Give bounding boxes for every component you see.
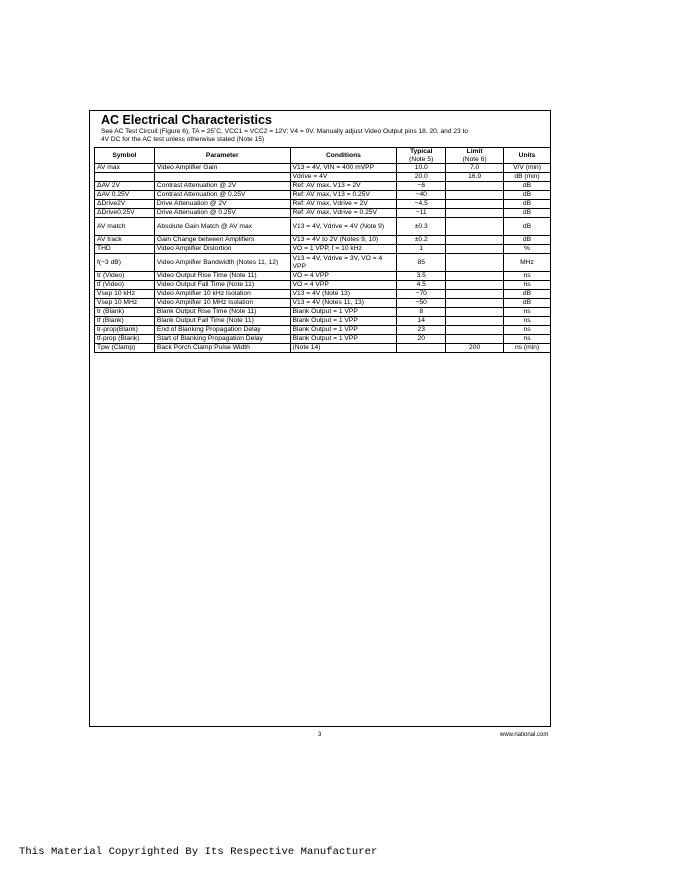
cell-typical: 1 [397,245,446,254]
cell-conditions: Ref: AV max, Vdrive = 2V [290,200,397,209]
cell-conditions: V13 = 4V (Note 13) [290,290,397,299]
cell-conditions: Blank Output = 1 VPP [290,317,397,326]
table-row [95,236,551,245]
cell-typical: 23 [397,326,446,335]
cell-conditions: Blank Output = 1 VPP [290,308,397,317]
cell-conditions: Blank Output = 1 VPP [290,326,397,335]
cell-parameter: Blank Output Rise Time (Note 11) [154,308,290,317]
cell-typical: ±0.2 [397,236,446,245]
header-parameter: Parameter [154,148,290,164]
cell-symbol: tr (Video) [95,272,155,281]
header-limit: Limit (Note 6) [446,148,504,164]
cell-conditions: V13 = 4V (Notes 11, 13) [290,299,397,308]
cell-units: dB [504,290,551,299]
cell-symbol: Vsep 10 MHz [95,299,155,308]
table-row [95,182,551,191]
table-row [95,308,551,317]
cell-parameter: Video Amplifier Bandwidth (Notes 11, 12) [154,254,290,272]
cell-limit [446,272,504,281]
cell-typical: 20 [397,335,446,344]
cell-conditions: V13 = 4V, VIN = 400 mVPP [290,164,397,173]
website-link[interactable]: www.national.com [500,732,549,738]
cell-typical: ±0.3 [397,218,446,236]
table-body [95,164,551,353]
cell-conditions: Ref: AV max, V13 = 2V [290,182,397,191]
cell-units: ns [504,317,551,326]
cell-symbol: ΔAV 0.25V [95,191,155,200]
cell-parameter: Contrast Attenuation @ 0.25V [154,191,290,200]
cell-parameter: Drive Attenuation @ 0.25V [154,209,290,218]
cell-limit [446,245,504,254]
cell-parameter [154,173,290,182]
cell-units: dB [504,191,551,200]
table-row [95,335,551,344]
cell-conditions: V13 = 4V to 2V (Notes 9, 10) [290,236,397,245]
table-row [95,344,551,353]
cell-conditions: V13 = 4V, Vdrive = 3V, VO = 4 VPP [290,254,397,272]
cell-parameter: End of Blanking Propagation Delay [154,326,290,335]
cell-limit [446,299,504,308]
cell-symbol: THD [95,245,155,254]
cell-symbol: tf (Blank) [95,317,155,326]
cell-conditions: VO = 1 VPP, f = 10 kHz [290,245,397,254]
copyright-notice: This Material Copyrighted By Its Respective Manufacturer [19,846,378,858]
cell-parameter: Video Amplifier Distortion [154,245,290,254]
table-row [95,218,551,236]
cell-limit: 7.0 [446,164,504,173]
cell-symbol: ΔAV 2V [95,182,155,191]
cell-parameter: Blank Output Fall Time (Note 11) [154,317,290,326]
cell-symbol: ΔDrive2V [95,200,155,209]
table-row [95,290,551,299]
table-row [95,191,551,200]
header-units: Units [504,148,551,164]
cell-limit [446,326,504,335]
table-row [95,299,551,308]
cell-units: ns (min) [504,344,551,353]
cell-limit [446,218,504,236]
header-typical: Typical (Note 5) [397,148,446,164]
cell-conditions: VO = 4 VPP [290,272,397,281]
table-row [95,209,551,218]
cell-typical: 85 [397,254,446,272]
cell-typical: 4.5 [397,281,446,290]
cell-parameter: Start of Blanking Propagation Delay [154,335,290,344]
cell-units: ns [504,281,551,290]
cell-symbol: AV track [95,236,155,245]
cell-units: dB [504,299,551,308]
cell-limit [446,281,504,290]
cell-units: dB [504,200,551,209]
cell-limit [446,335,504,344]
cell-typical: 10.0 [397,164,446,173]
cell-conditions: (Note 14) [290,344,397,353]
table-row [95,317,551,326]
cell-units: ns [504,326,551,335]
cell-units: MHz [504,254,551,272]
cell-typical: 3.5 [397,272,446,281]
cell-parameter: Video Amplifier Gain [154,164,290,173]
cell-conditions: Ref: AV max, Vdrive = 0.25V [290,209,397,218]
cell-symbol: f(−3 dB) [95,254,155,272]
cell-symbol: tf-prop (Blank) [95,335,155,344]
cell-units: ns [504,308,551,317]
header-symbol: Symbol [95,148,155,164]
cell-conditions: Vdrive = 4V [290,173,397,182]
cell-limit [446,191,504,200]
cell-typical: −50 [397,299,446,308]
table-row [95,254,551,272]
subtitle-line-1: See AC Test Circuit (Figure 6), TA = 25˚C, VCC1 = VCC2 = 12V; V4 = 0V. Manually adjust Video Output pins 18, 20, and 23 to [101,128,469,135]
table-row [95,173,551,182]
cell-units: V/V (min) [504,164,551,173]
cell-typical: −6 [397,182,446,191]
cell-parameter: Video Amplifier 10 kHz Isolation [154,290,290,299]
cell-limit [446,254,504,272]
cell-parameter: Absolute Gain Match @ AV max [154,218,290,236]
cell-units: % [504,245,551,254]
table-row [95,245,551,254]
cell-symbol: AV match [95,218,155,236]
page-number: 3 [318,732,322,738]
cell-limit [446,290,504,299]
ac-characteristics-table [94,147,551,353]
cell-parameter: Drive Attenuation @ 2V [154,200,290,209]
cell-parameter: Video Output Rise Time (Note 11) [154,272,290,281]
table-row [95,164,551,173]
cell-parameter: Video Amplifier 10 MHz Isolation [154,299,290,308]
cell-parameter: Contrast Attenuation @ 2V [154,182,290,191]
cell-typical: −70 [397,290,446,299]
cell-units: dB [504,236,551,245]
cell-typical: −40 [397,191,446,200]
table-row [95,326,551,335]
cell-units: dB [504,209,551,218]
cell-parameter: Video Output Fall Time (Note 11) [154,281,290,290]
cell-symbol: tr (Blank) [95,308,155,317]
table-row [95,272,551,281]
section-title: AC Electrical Characteristics [101,113,272,127]
cell-typical: 8 [397,308,446,317]
cell-limit: 16.9 [446,173,504,182]
cell-limit [446,209,504,218]
cell-symbol: tf (Video) [95,281,155,290]
cell-parameter: Gain Change between Amplifiers [154,236,290,245]
cell-limit [446,182,504,191]
cell-typical: −11 [397,209,446,218]
cell-conditions: V13 = 4V, Vdrive = 4V (Note 9) [290,218,397,236]
cell-conditions: Blank Output = 1 VPP [290,335,397,344]
cell-units: ns [504,272,551,281]
cell-conditions: VO = 4 VPP [290,281,397,290]
table-row [95,281,551,290]
cell-units: ns [504,335,551,344]
subtitle-line-2: 4V DC for the AC test unless otherwise stated (Note 15) [101,135,265,143]
table-row [95,200,551,209]
cell-limit [446,236,504,245]
cell-symbol: ΔDrive0.25V [95,209,155,218]
cell-symbol: tr-prop(Blank) [95,326,155,335]
cell-limit [446,200,504,209]
cell-parameter: Back Porch Clamp Pulse Width [154,344,290,353]
cell-symbol: AV max [95,164,155,173]
cell-typical [397,344,446,353]
cell-symbol [95,173,155,182]
section-subtitle [101,128,546,143]
cell-typical: −4.5 [397,200,446,209]
cell-limit [446,308,504,317]
cell-units: dB [504,218,551,236]
header-conditions: Conditions [290,148,397,164]
cell-conditions: Ref: AV max, V13 = 0.25V [290,191,397,200]
cell-typical: 14 [397,317,446,326]
cell-limit [446,317,504,326]
cell-symbol: Vsep 10 kHz [95,290,155,299]
table-header-row [95,148,551,164]
cell-limit: 200 [446,344,504,353]
cell-typical: 20.0 [397,173,446,182]
cell-units: dB [504,182,551,191]
cell-units: dB (min) [504,173,551,182]
cell-symbol: Tpw (Clamp) [95,344,155,353]
